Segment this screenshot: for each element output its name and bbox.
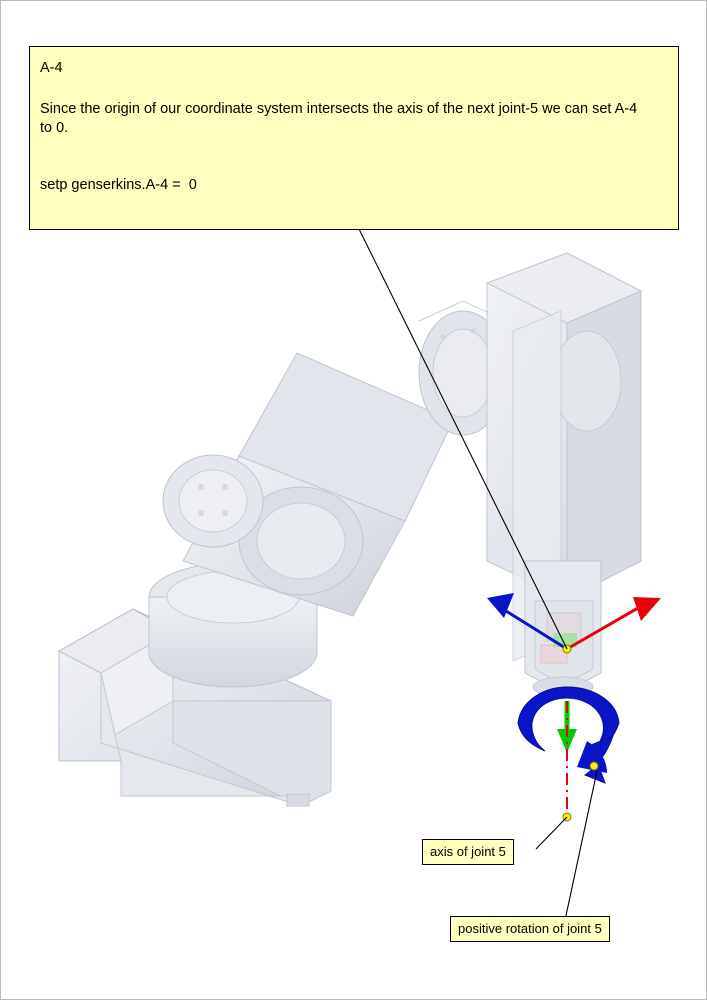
rotation-marker-point xyxy=(590,762,598,770)
robot-arm xyxy=(59,253,641,806)
callout-positive-rotation-of-joint-5: positive rotation of joint 5 xyxy=(450,916,610,942)
annotation-note-box xyxy=(29,46,679,230)
axis-callout-leader-line xyxy=(536,817,567,849)
note-body-text: Since the origin of our coordinate system intersects the axis of the next joint-5 we can set A-4 to 0. xyxy=(40,101,638,137)
joint-5-axis xyxy=(563,701,571,821)
rotation-callout-leader-line xyxy=(564,771,597,925)
callout-axis-of-joint-5: axis of joint 5 xyxy=(422,839,514,865)
note-code-line: setp genserkins.A-4 = 0 xyxy=(40,177,197,194)
note-heading: A-4 xyxy=(40,60,63,76)
